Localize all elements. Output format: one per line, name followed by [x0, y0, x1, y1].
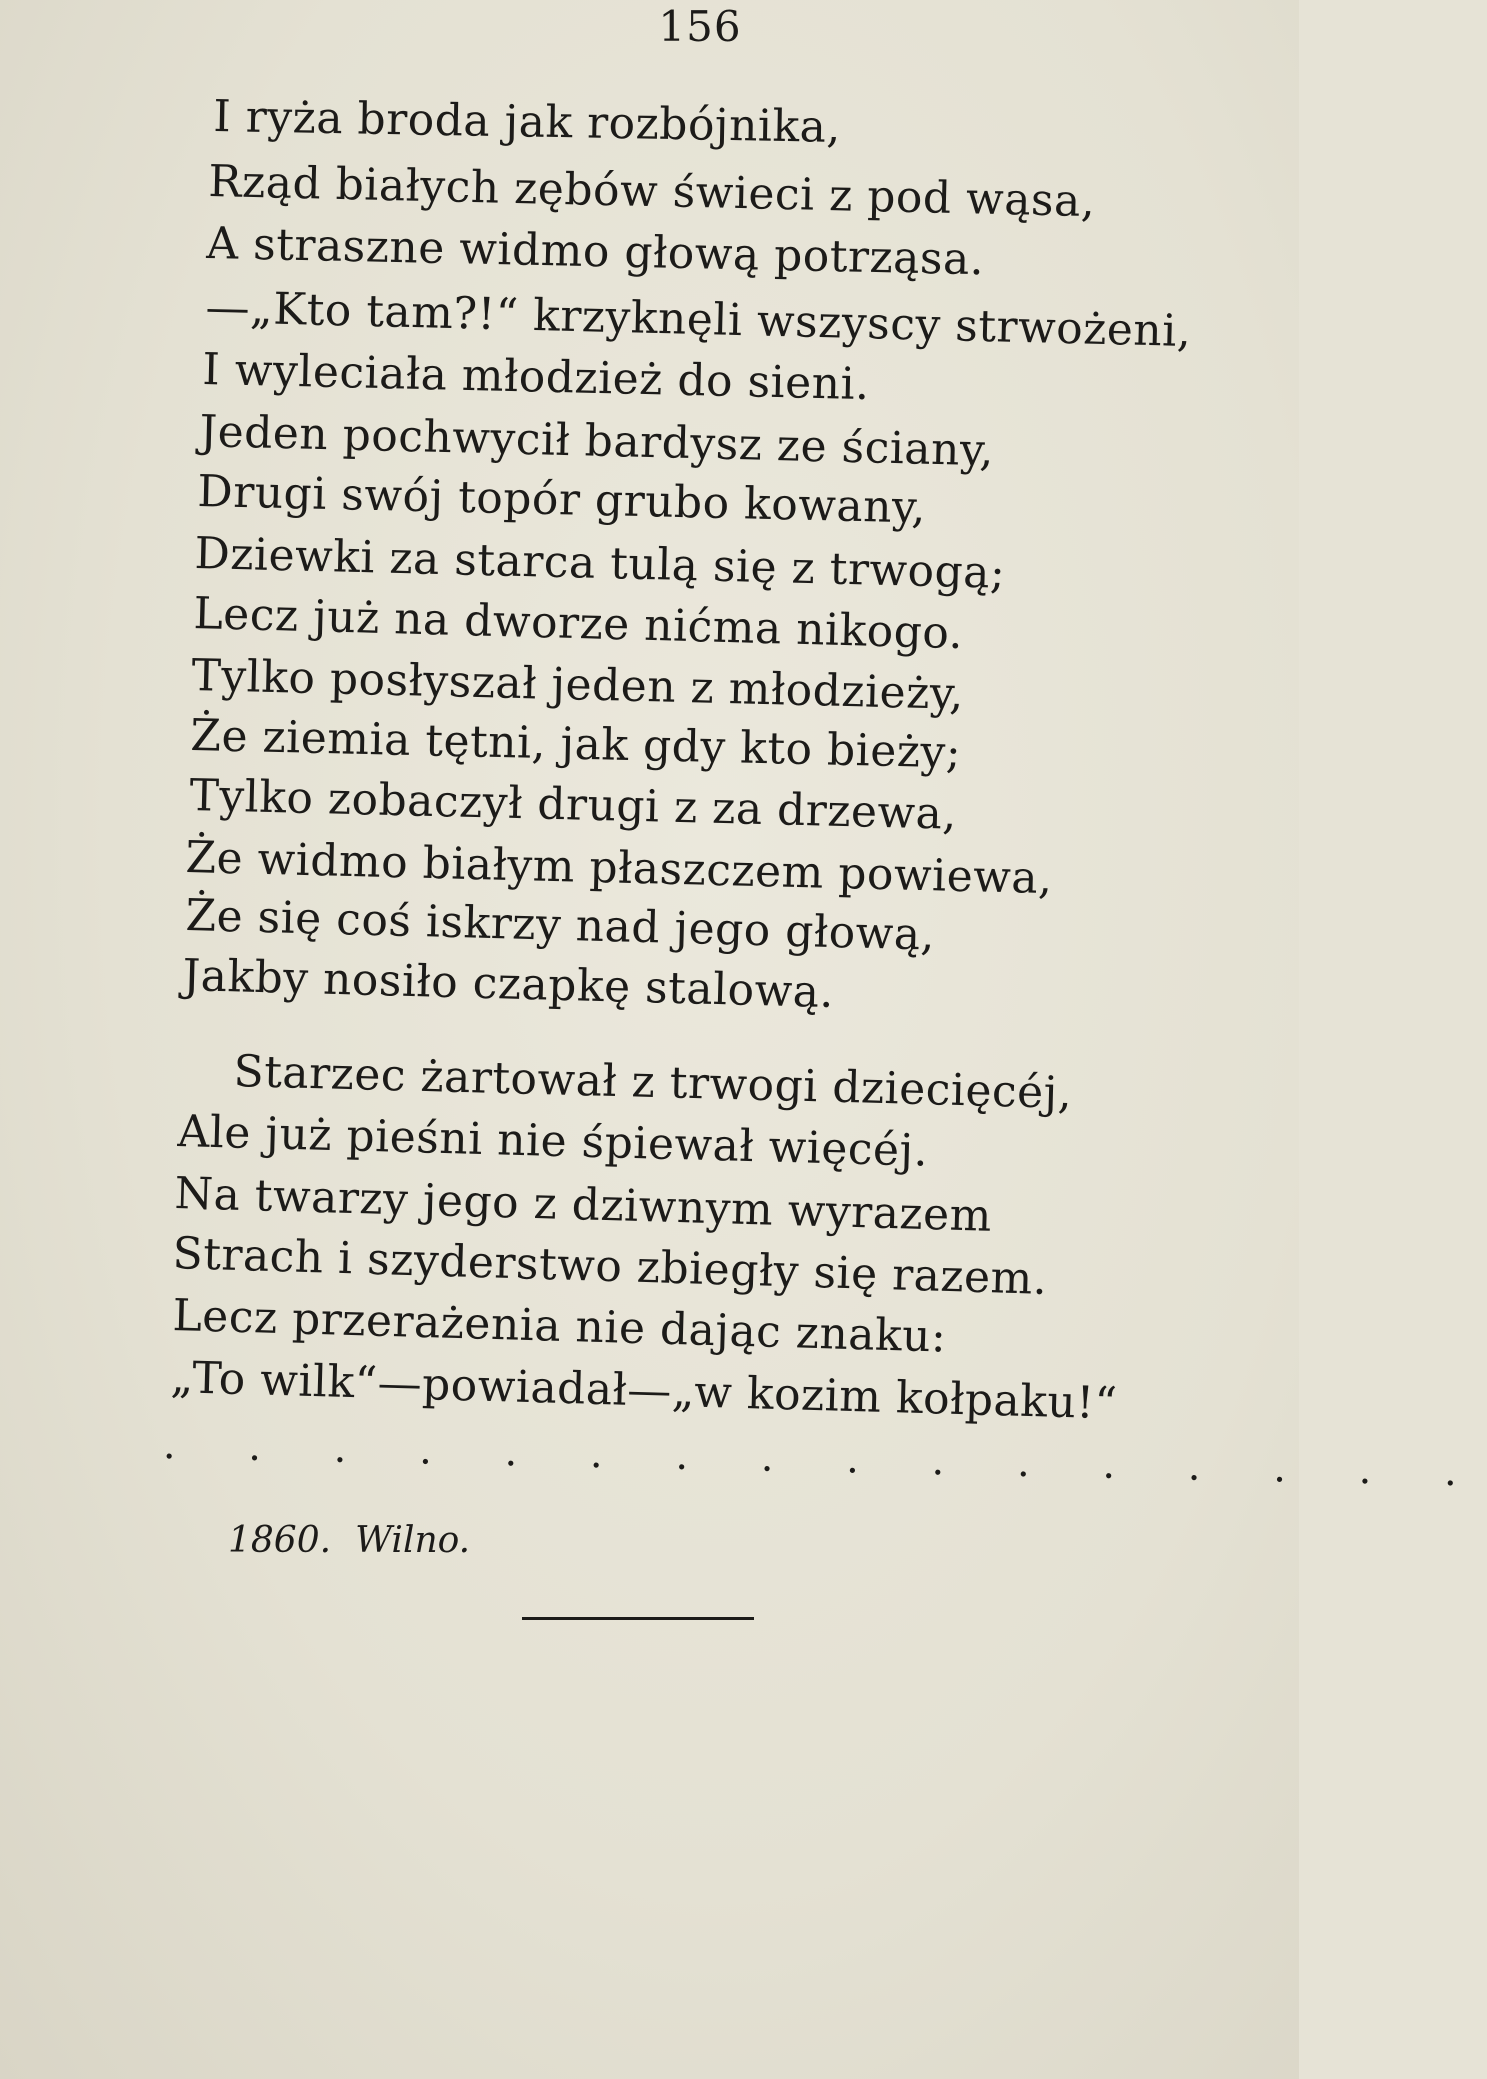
- verse-line: —„Kto tam?!“ krzyknęli wszyscy strwożeni,: [204, 282, 1192, 358]
- verse-line: Że się coś iskrzy nad jego głową,: [184, 890, 936, 961]
- verse-line: Lecz przerażenia nie dając znaku:: [171, 1290, 948, 1363]
- verse-line: Rząd białych zębów świeci z pod wąsa,: [207, 156, 1096, 228]
- verse-line: Że widmo białym płaszczem powiewa,: [184, 832, 1054, 905]
- verse-line: Tylko posłyszał jeden z młodzieży,: [190, 650, 965, 720]
- verse-line: Tylko zobaczył drugi z za drzewa,: [188, 770, 958, 840]
- date-place: Wilno.: [355, 1520, 471, 1561]
- closing-rule: [522, 1617, 754, 1620]
- verse-line: Że ziemia tętni, jak gdy kto bieży;: [189, 710, 962, 779]
- verse-line: „To wilk“—powiadał—„w kozim kołpaku!“: [169, 1352, 1119, 1430]
- date-year: 1860.: [228, 1520, 332, 1561]
- verse-line: Ale już pieśni nie śpiewał więcéj.: [176, 1106, 929, 1177]
- verse-line: Lecz już na dworze nićma nikogo.: [192, 588, 964, 660]
- page-number: 156: [658, 2, 742, 51]
- verse-line: Strach i szyderstwo zbiegły się razem.: [171, 1228, 1049, 1305]
- verse-line: A straszne widmo głową potrząsa.: [205, 218, 985, 286]
- verse-line: I wyleciała młodzież do sieni.: [201, 344, 871, 411]
- verse-line: Starzec żartował z trwogi dziecięcéj,: [232, 1046, 1073, 1119]
- verse-line: Dziewki za starca tulą się z trwogą;: [193, 528, 1006, 599]
- verse-line: Jakby nosiło czapkę stalową.: [181, 950, 835, 1019]
- dateline: [228, 1520, 470, 1561]
- verse-line: Jeden pochwycił bardysz ze ściany,: [198, 406, 995, 477]
- verse-line: Na twarzy jego z dziwnym wyrazem: [173, 1168, 993, 1242]
- verse-line: I ryża broda jak rozbójnika,: [212, 91, 842, 153]
- verse-line: Drugi swój topór grubo kowany,: [196, 466, 927, 534]
- ellipsis-row: . . . . . . . . . . . . . . . .: [162, 1422, 1487, 1496]
